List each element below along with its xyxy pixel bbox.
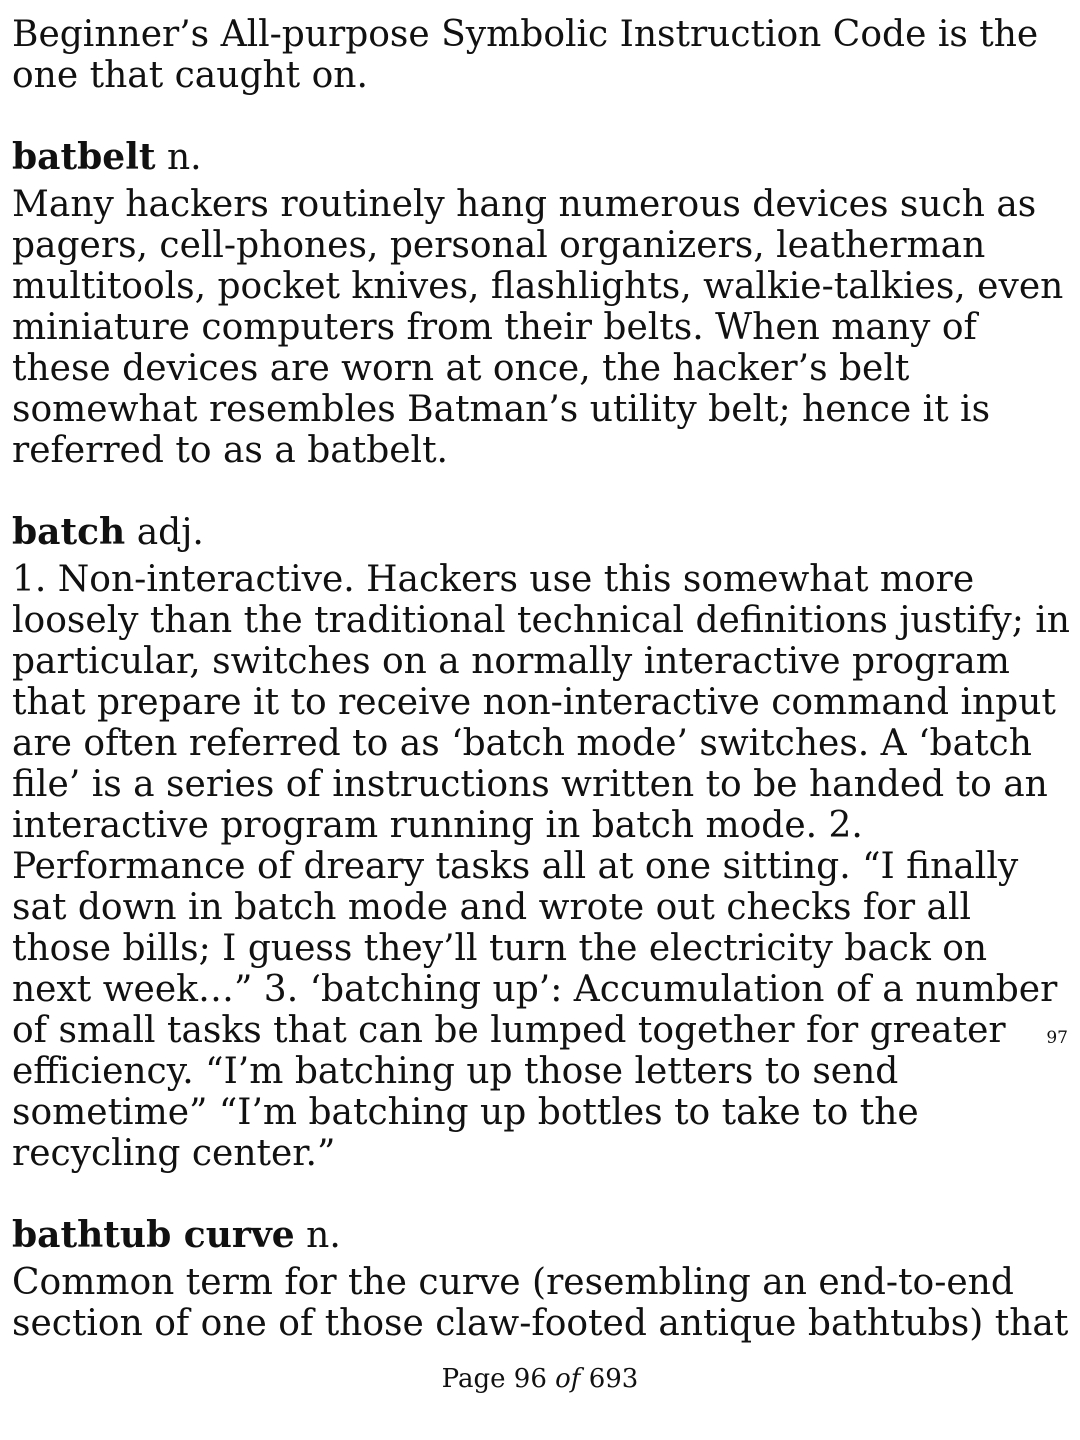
side-page-marker: 97	[1046, 1028, 1068, 1048]
intro-paragraph: Beginner’s All-purpose Symbolic Instruction Code is the one that caught on.	[12, 14, 1039, 96]
total-page-count: 693	[588, 1364, 639, 1394]
current-page-number: 96	[513, 1364, 547, 1394]
entry-definition: Many hackers routinely hang numerous devices such as pagers, cell-phones, personal organizers, leatherman multitools, pocket knives, flashlights, walkie-talkies, even miniature computers from their belts. When many of these devices are worn at once, the hacker’s belt somewhat resembles Batman’s utility belt; hence it is referred to as a batbelt.	[12, 184, 1064, 471]
entry-term: batbelt	[12, 136, 156, 178]
paragraph-gap	[12, 1174, 1072, 1215]
entry-part-of-speech: n.	[306, 1215, 341, 1256]
entry-definition: Common term for the curve (resembling an end-to-end section of one of those claw-footed antique bathtubs) that	[12, 1262, 1069, 1344]
entry-term: batch	[12, 511, 126, 553]
entry-headword	[12, 137, 1072, 178]
entry-headword	[12, 1215, 1072, 1256]
entry-part-of-speech: n.	[166, 137, 202, 178]
reading-pane[interactable]	[12, 14, 1072, 1344]
entry-term: bathtub curve	[12, 1214, 295, 1256]
entry-part-of-speech: adj.	[136, 512, 204, 553]
paragraph-gap	[12, 471, 1072, 512]
paragraph-gap	[12, 96, 1072, 137]
entry-definition: 1. Non-interactive. Hackers use this somewhat more loosely than the traditional technical definitions justify; in particular, switches on a normally interactive program that prepare it to receive non-interactive command input are often referred to as ‘batch mode’ switches. A ‘batch file’ is a series of instructions written to be handed to an interactive program running in batch mode. 2. Performance of dreary tasks all at one sitting. “I finally sat down in batch mode and wrote out checks for all those bills; I guess they’ll turn the electricity back on next week…” 3. ‘batching up’: Accumulation of a number of small tasks that can be lumped together for greater efficiency. “I’m batching up those letters to send sometime” “I’m batching up bottles to take to the recycling center.”	[12, 559, 1070, 1174]
entry-headword	[12, 512, 1072, 553]
page-indicator	[0, 1364, 1080, 1394]
page-label: Page	[441, 1364, 506, 1394]
of-label: of	[555, 1364, 581, 1394]
